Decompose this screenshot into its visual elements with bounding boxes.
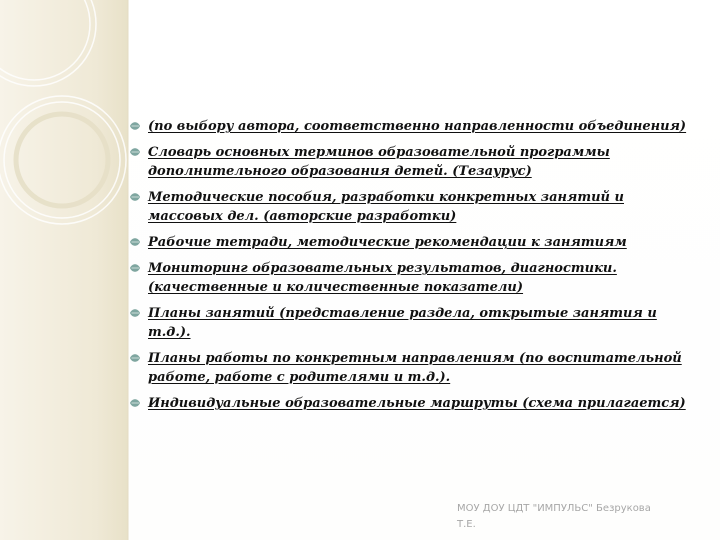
list-item-text: Планы работы по конкретным направлениям (по воспитательной работе, работе с родителями и т.д.). (148, 351, 682, 385)
list-item-text: Рабочие тетради, методические рекомендации к занятиям (148, 235, 627, 250)
deco-ring-middle-thick (16, 114, 108, 206)
footer-author (457, 501, 687, 533)
list-item-text: Планы занятий (представление раздела, открытые занятия и т.д.). (148, 306, 657, 340)
leaf-bullet-icon (129, 146, 141, 158)
bullet-list (128, 117, 700, 420)
list-item (128, 143, 700, 181)
list-item-text: Словарь основных терминов образовательной программы дополнительного образования детей. (Тезаурус) (148, 145, 610, 179)
list-item (128, 233, 700, 252)
leaf-bullet-icon (129, 191, 141, 203)
list-item (128, 304, 700, 342)
leaf-bullet-icon (129, 262, 141, 274)
list-item (128, 188, 700, 226)
deco-ring-top (0, 0, 96, 86)
list-item (128, 259, 700, 297)
leaf-bullet-icon (129, 236, 141, 248)
leaf-bullet-icon (129, 352, 141, 364)
list-item-text: Индивидуальные образовательные маршруты (схема прилагается) (148, 396, 686, 411)
footer-line-1: МОУ ДОУ ЦДТ "ИМПУЛЬС" Безрукова (457, 503, 651, 514)
leaf-bullet-icon (129, 397, 141, 409)
list-item-text: Мониторинг образовательных результатов, диагностики.(качественные и количественные показатели) (148, 261, 617, 295)
list-item-text: Методические пособия, разработки конкретных занятий и массовых дел. (авторские разработки) (148, 190, 624, 224)
leaf-bullet-icon (129, 120, 141, 132)
list-item (128, 349, 700, 387)
footer-line-2: Т.Е. (457, 519, 476, 530)
deco-ring-top-inner (0, 0, 90, 80)
list-item (128, 394, 700, 413)
deco-ring-middle-inner (4, 102, 120, 218)
leaf-bullet-icon (129, 307, 141, 319)
list-item (128, 117, 700, 136)
list-item-text: (по выбору автора, соответственно направленности объединения) (148, 119, 687, 134)
